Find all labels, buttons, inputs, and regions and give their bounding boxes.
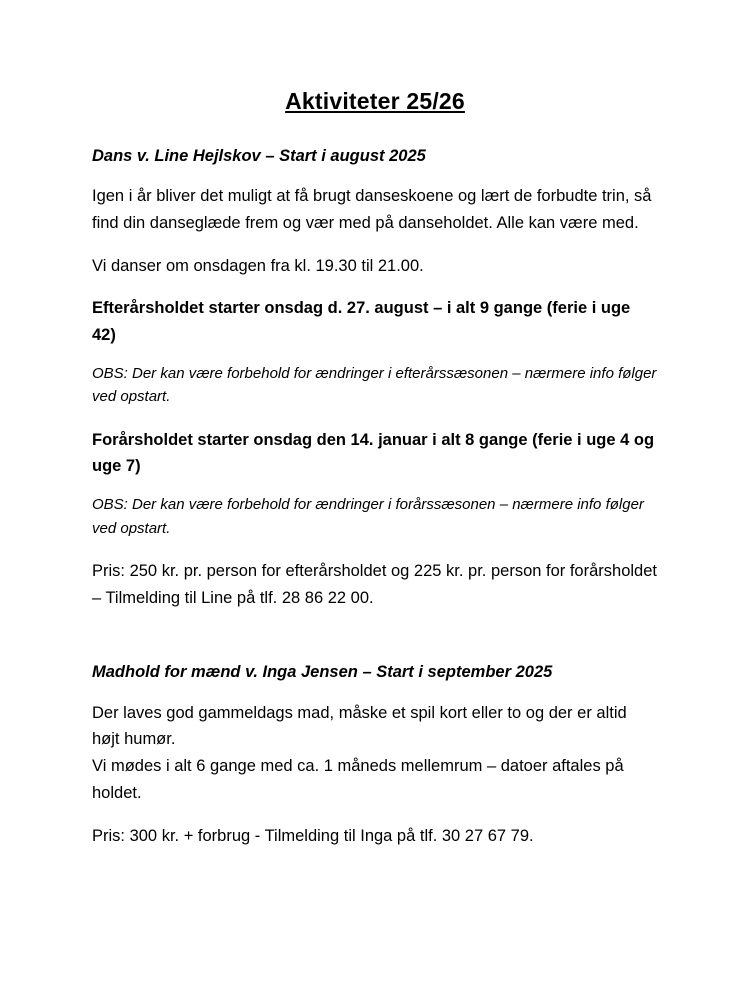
dans-price-text: Pris: 250 kr. pr. person for efterårsholdet og 225 kr. pr. person for forårsholdet – Tilmelding til Line på tlf. 28 86 22 00. [92,561,657,607]
dans-autumn-note: OBS: Der kan være forbehold for ændringer i efterårssæsonen – nærmere info følger ved opstart. [92,365,657,406]
section-heading-dans: Dans v. Line Hejlskov – Start i august 2025 [92,147,426,165]
madhold-price-text: Pris: 300 kr. + forbrug - Tilmelding til Inga på tlf. 30 27 67 79. [92,826,534,845]
dans-intro-text: Igen i år bliver det muligt at få brugt danseskoene og lært de forbudte trin, så find din danseglæde frem og vær med på danseholdet. Alle kan være med. [92,187,652,232]
section-madhold [92,661,658,849]
section-heading-madhold: Madhold for mænd v. Inga Jensen – Start i september 2025 [92,663,553,682]
section-dans [92,145,658,611]
dans-schedule-text: Vi danser om onsdagen fra kl. 19.30 til 21.00. [92,256,424,275]
madhold-intro-text: Der laves god gammeldags mad, måske et spil kort eller to og der er altid højt humør. [92,703,627,749]
section-divider-space [92,627,658,661]
dans-autumn-heading: Efterårsholdet starter onsdag d. 27. august – i alt 9 gange (ferie i uge 42) [92,299,631,344]
madhold-meetings-text: Vi mødes i alt 6 gange med ca. 1 måneds mellemrum – datoer aftales på holdet. [92,757,624,802]
dans-spring-heading: Forårsholdet starter onsdag den 14. januar i alt 8 gange (ferie i uge 4 og uge 7) [92,430,655,476]
page-title: Aktiviteter 25/26 [285,88,465,114]
dans-spring-note: OBS: Der kan være forbehold for ændringer i forårssæsonen – nærmere info følger ved opstart. [92,496,644,537]
